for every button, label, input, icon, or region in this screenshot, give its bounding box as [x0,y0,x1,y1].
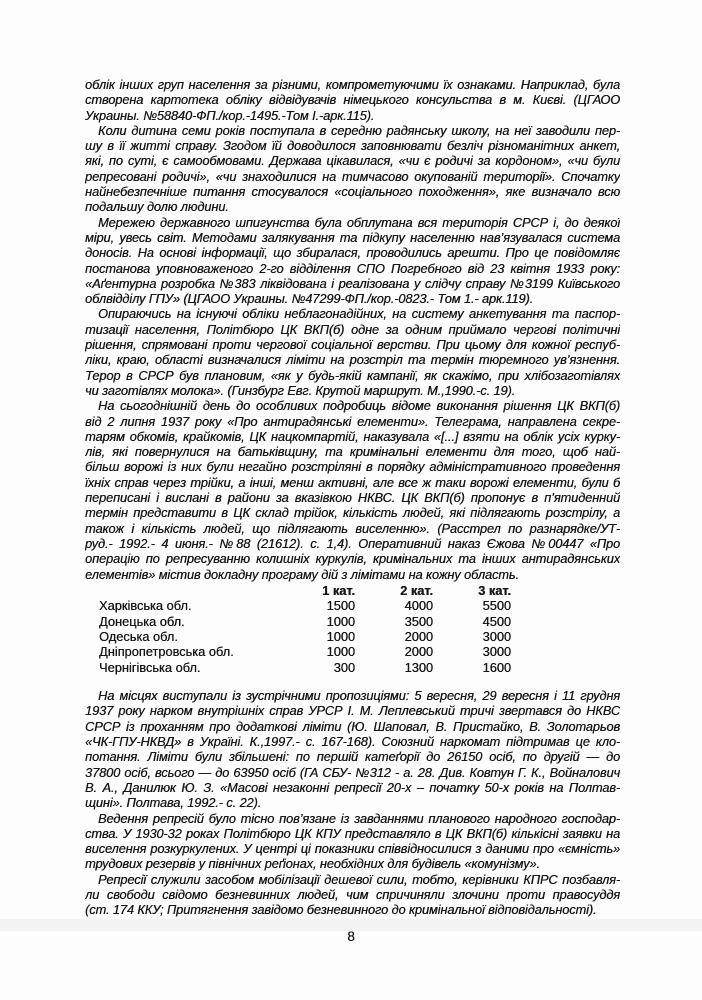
text-line: 1937 року нарком внутрішніх справ УРСР І. М. Леплевський тричі звертався до НКВС [85,703,620,719]
limit-value: 1500 [326,598,355,614]
limit-value: 3500 [404,613,433,629]
limit-value: 4000 [404,598,433,614]
text-line: які, по суті, є самообмовами. Держава цікавилася, «чи є родичі за кордоном», «чи були [85,153,620,169]
limit-value: 300 [333,659,355,675]
text-line: переписані і вислані в райони за вказівкою НКВС. ЦК ВКП(б) пропонує в п’ятиденний [85,490,620,506]
text-line: міри, увесь світ. Методами залякування та підкупу населенню нав’язувалася система [85,229,620,245]
text-line: також і кількість людей, що підлягають виселенню». (Расстрел по разнарядке/УТ- [85,520,620,536]
text-line: «ЧК-ГПУ-НКВД» в Україні. К.,1997.- с. 167-168). Союзний наркомат підтримав це кло- [85,734,620,750]
text-line: (ст. 174 ККУ; Притягнення завідомо безневинного до кримінальної відповідальності). [85,902,597,918]
text-line: постанова уповноваженого 2-го відділення СПО Погребного від 23 квітня 1933 року: [85,260,620,276]
table-row [85,598,620,613]
text-line: облвідділу ГПУ» (ЦГАОО Украины. №47299-ФП./кор.-0823.- Том 1.- арк.119). [85,291,534,307]
limits-table [85,583,620,675]
text-line: руд.- 1992.- 4 июня.- №88 (21612). с. 1,4). Оперативний наказ Єжова №00447 «Про [85,535,620,551]
limit-value: 1000 [326,628,355,644]
paragraph [85,398,620,582]
limit-value: 1300 [404,659,433,675]
text-line: тарям обкомів, крайкомів, ЦК нацкомпартій, наказувала «[...] взяти на облік усіх курку- [85,428,620,444]
text-line: елементів» містив докладну програму дій з лімітами на кожну область. [85,566,519,582]
paragraph [85,872,620,918]
text-line: рішення, спрямовані проти чергової соціальної верстви. При цьому для кожної респуб- [85,337,620,353]
paragraph [85,688,620,810]
limits-table-column-header: 3 кат. [478,582,511,598]
text-line: На сьогоднішній день до особливих подробиць відоме виконання рішення ЦК ВКП(б) [98,398,620,414]
region-label: Харківська обл. [99,598,192,614]
text-line: від 2 липня 1937 року «Про антирадянські елементи». Телеграма, направлена секре- [85,413,620,429]
text-line: ліки, краю, області визначалися ліміти на розстріл та термін тюремного ув’язнення. [85,352,620,368]
text-line: На місцях виступали із зустрічними пропозиціями: 5 вересня, 29 вересня і 11 грудня [98,688,620,704]
body-text-top [85,77,620,582]
text-line: Мережею державного шпигунства була обплутана вся територія СРСР і, до деякої [98,214,620,230]
text-line: щині». Полтава, 1992.- с. 22). [85,795,262,811]
limit-value: 1600 [482,659,511,675]
text-line: Репресії служили засобом мобілізації дешевої сили, тобто, керівники КПРС позбавля- [98,871,620,887]
text-line: їхніх справ через трійки, а інші, менш активні, але все ж таки ворожі елементи, були б [85,474,620,490]
text-line: більш ворожі із них були негайно розстріляні в порядку адміністративного проведення [85,459,620,475]
text-line: 37800 осіб, всього — до 63950 осіб (ГА СБУ- №312 - а. 28. Див. Ковтун Г. К., Войналович [85,764,620,780]
text-line: операцію по репресуванню колишніх куркулів, кримінальних та інших антирадянських [85,551,620,567]
limit-value: 1000 [326,613,355,629]
paragraph [85,123,620,215]
limit-value: 4500 [482,613,511,629]
table-row [85,644,620,659]
table-row [85,614,620,629]
text-line: найнебезпечніше питання стосувалося «соціального походження», яке визначало всю [85,184,620,200]
text-line: «Аґентурна розробка №383 ліквідована і реалізована у слідчу справу №3199 Київського [85,275,620,291]
page-content [85,77,620,918]
limit-value: 3000 [482,628,511,644]
text-line: потання. Ліміти були збільшені: по першій катеґорії до 26150 осіб, по другій — до [85,749,620,765]
text-line: лів, які повернулися на батьківщину, та кримінальні елементи для того, щоб най- [85,444,620,460]
text-line: трудових резервів у північних реґіонах, необхідних для будівель «комунізму». [85,856,540,872]
limit-value: 2000 [404,644,433,660]
text-line: тизації населення, Політбюро ЦК ВКП(б) одне за одним приймало чергові політичні [85,321,620,337]
text-line: облік інших груп населення за різними, компрометуючими їх ознаками. Наприклад, була [85,77,620,92]
table-row [85,629,620,644]
text-line: чи заготівлях молока». (Гинзбург Евг. Крутой маршрут. М.,1990.-с. 19). [85,382,516,398]
text-line: ли свободи свідомо безневинних людей, чим спричиняли злочини проти правосуддя [85,887,620,902]
limits-table-column-header: 2 кат. [400,582,433,598]
text-line: репресовані родичі», «чи знаходилися на тимчасово окупованій території». Спочатку [85,168,620,184]
limit-value: 5500 [482,598,511,614]
paragraph [85,811,620,872]
text-line: СРСР із проханням про додаткові ліміти (Ю. Шаповал, В. Пристайко, В. Золотарьов [85,718,620,734]
region-label: Дніпропетровська обл. [99,644,234,660]
text-line: виселення розкуркулених. У центрі ці показники співвідносилися з даними про «ємність» [85,841,620,857]
body-text-bottom [85,688,620,917]
paragraph [85,306,620,398]
table-row [85,660,620,675]
text-line: створена картотека обліку відвідувачів німецького консульства в м. Києві. (ЦГАОО [85,92,620,108]
text-line: Коли дитина семи років поступала в середню радянську школу, на неї заводили пер- [98,122,620,138]
paragraph [85,215,620,307]
page-number: 8 [347,929,355,944]
limits-table-header-row [85,583,620,598]
text-line: шу в її житті справу. Згодом їй доводилося заповнювати безліч різноманітних анкет, [85,138,620,154]
limit-value: 2000 [404,628,433,644]
region-label: Одеська обл. [99,628,178,644]
limits-table-column-header: 1 кат. [322,582,355,598]
text-line: подальшу долю людини. [85,199,229,215]
limit-value: 3000 [482,644,511,660]
text-line: В. А., Данилюк Ю. З. «Масові незаконні репресії 20-х – початку 50-х років на Полтав- [85,779,620,795]
text-line: Терор в СРСР був плановим, «як у будь-якій кампанії, як скажімо, при хлібозаготівлях [85,367,620,383]
text-line: Ведення репресій було тісно пов’язане із завданнями планового народного господар- [98,810,620,826]
text-line: термін представити в ЦК склад трійок, кількість людей, які підлягають розстрілу, а [85,505,620,521]
text-line: доносів. На основі інформації, що збиралася, проводились арешти. Про це повідомляє [85,245,620,261]
text-line: ства. У 1930-32 роках Політбюро ЦК КПУ представляло в ЦК ВКП(б) кількісні заявки на [85,825,620,841]
limits-table-header-spacer [85,583,277,598]
text-line: Украины. №58840-ФП./кор.-1495.-Том І.-арк.115). [85,107,375,123]
paragraph [85,77,620,123]
region-label: Чернігівська обл. [99,659,201,675]
limit-value: 1000 [326,644,355,660]
region-label: Донецька обл. [99,613,185,629]
text-line: Опираючись на існуючі обліки неблагонадійних, на систему анкетування та паспор- [98,306,620,322]
